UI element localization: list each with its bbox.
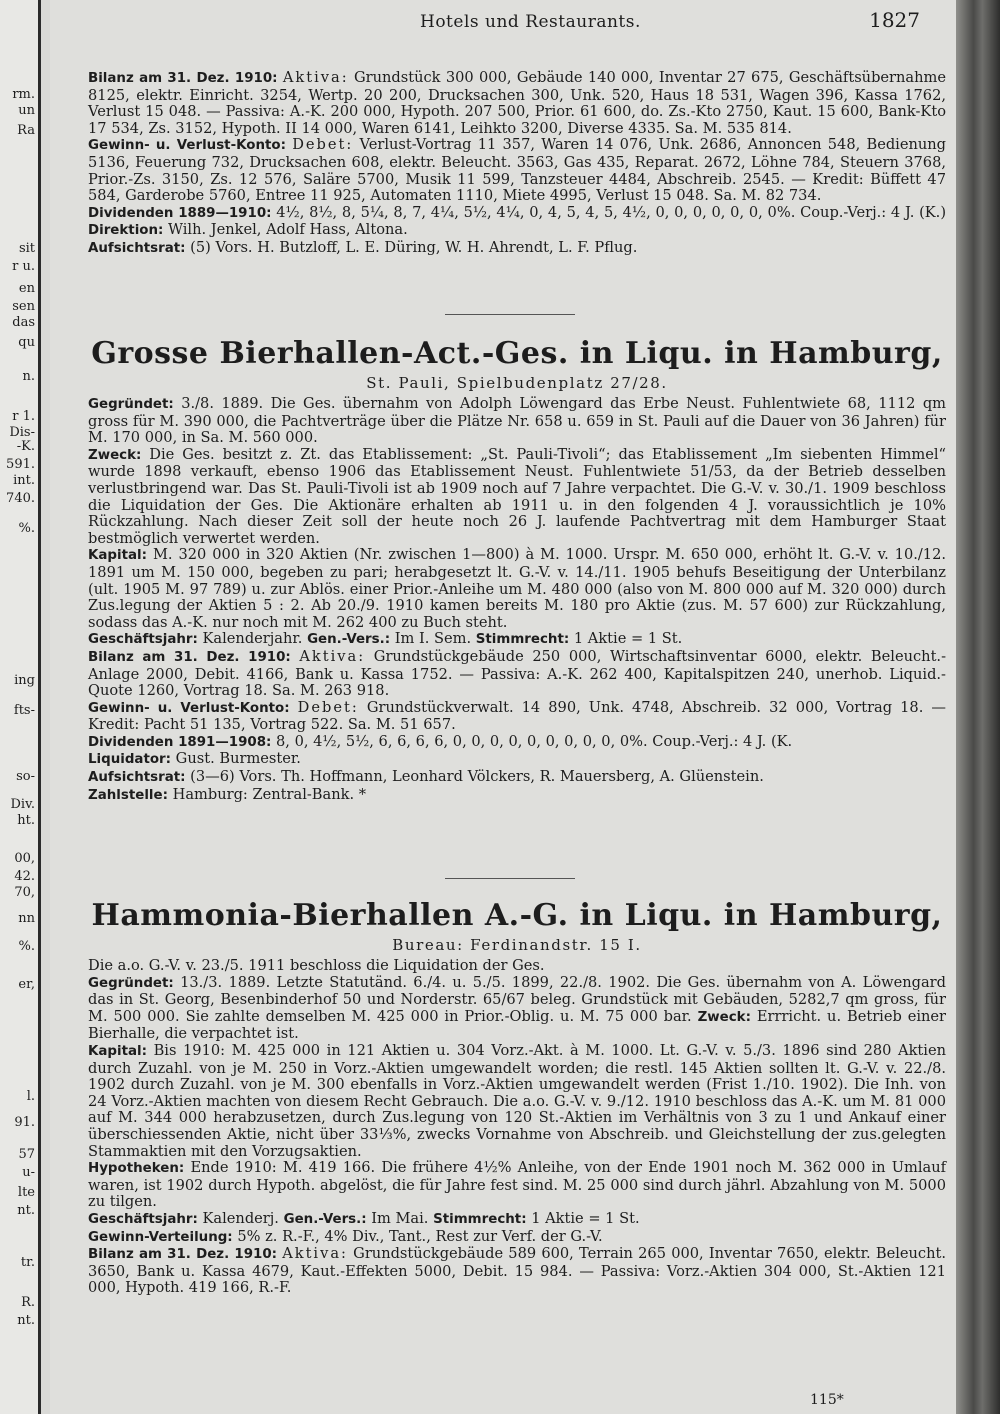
geschaeftsjahr-paragraph: Geschäftsjahr: Kalenderjahr. Gen.-Vers.: Im I. Sem. Stimmrecht: 1 Aktie = 1 St. [88,630,683,648]
geschaeftsjahr-paragraph: Geschäftsjahr: Kalenderj. Gen.-Vers.: Im Mai. Stimmrecht: 1 Aktie = 1 St. [88,1209,640,1227]
liquidator-paragraph: Liquidator: Gust. Burmester. [88,750,301,768]
margin-fragment: ht. [17,813,35,828]
gegruendet-paragraph: Gegründet: 3./8. 1889. Die Ges. übernahm von Adolph Löwengard das Erbe Neust. Fuhlentwiete 68, 1112 qm gross für M. 390 000, die Pachtverträge über die Plätze Nr. 658 u. 659 in St. Pauli auf die Dauer von 36 Jahren) für M. 170 000, in Sa. M. 560 000. [88,395,947,447]
margin-fragment: %. [18,521,35,536]
dividenden-paragraph: Dividenden 1891—1908: 8, 0, 4½, 5½, 6, 6, 6, 6, 0, 0, 0, 0, 0, 0, 0, 0, 0, 0%. Coup.-Verj.: 4 J. (K. [88,732,793,750]
intro-paragraph: Die a.o. G.-V. v. 23./5. 1911 beschloss die Liquidation der Ges. [88,957,545,974]
margin-fragment: fts- [13,703,35,718]
margin-fragment: sen [12,299,35,314]
kapital-paragraph: Kapital: Bis 1910: M. 425 000 in 121 Aktien u. 304 Vorz.-Akt. à M. 1000. Lt. G.-V. v. 5./3. 1896 sind 280 Aktien durch Zuzahl. von je M. 250 in Vorz.-Aktien umgewandelt worden; die restl. 145 Aktien sollten lt. G.-V. v. 22./8. 1902 durch Zuzahl. von je M. 300 ebenfalls in Vorz.-Aktien umgewandelt werden (Frist 1./10. 1902). Die Inh. von 24 Vorz.-Aktien machten von diesem Recht Gebrauch. Die a.o. G.-V. v. 9./12. 1910 beschloss das A.-K. um M. 81 000 auf M. 344 000 herabzusetzen, durch Zus.legung von 120 St.-Aktien im Verhältnis von 3 zu 1 und Ankauf einer überschiessenden Aktie, nicht über 33⅓%, zwecks Vornahme von Abschreib. und Gleichstellung der zus.gelegten Stammaktien mit den Vorzugsaktien. [88,1041,946,1160]
zahlstelle-paragraph: Zahlstelle: Hamburg: Zentral-Bank. * [88,785,367,803]
bilanz-paragraph: Bilanz am 31. Dez. 1910: Aktiva: Grundstückgebäude 250 000, Wirtschaftsinventar 6000, elektr. Beleucht.-Anlage 2000, Debit. 4166, Bank u. Kassa 1752. — Passiva: A.-K. 262 400, Kapitalspitzen 240, unerhob. Liquid.-Quote 1260, Vortrag 18. Sa. M. 263 918. [88,647,947,700]
hypotheken-paragraph: Hypotheken: Ende 1910: M. 419 166. Die frühere 4½% Anleihe, von der Ende 1901 noch M. 362 000 in Umlauf waren, ist 1902 durch Hypoth. abgelöst, die für Jahre fest sind. M. 25 000 sind durch jährl. Abzahlung von M. 5000 zu tilgen. [88,1159,946,1211]
margin-fragment: %. [18,939,35,954]
margin-fragment: Dis- [9,425,35,440]
margin-fragment: 91. [14,1115,35,1130]
margin-fragment: R. [21,1295,35,1310]
margin-fragment: tr. [20,1255,35,1270]
running-title: Hotels und Restaurants. [420,12,641,32]
margin-fragment: Ra [17,123,35,138]
aufsichtsrat-paragraph: Aufsichtsrat: (3—6) Vors. Th. Hoffmann, Leonhard Völckers, R. Mauersberg, A. Glüenstein. [88,768,764,786]
zweck-paragraph: Zweck: Die Ges. besitzt z. Zt. das Etablissement: „St. Pauli-Tivoli“; das Etablissement „Im siebenten Himmel“ wurde 1898 verkauft, ebenso 1906 das Etablissement Neust. Fuhlentwiete 51/53, da der Betrieb desselben verlustbringend war. Das St. Pauli-Tivoli ist ab 1909 noch auf 7 Jahre verpachtet. Die G.-V. v. 30./1. 1909 beschloss die Liquidation der Ges. Die Aktionäre erhalten ab 1911 u. in den folgenden 4 J. voraussichtlich je 10% Rückzahlung. Nach dieser Zeit soll der heute noch 26 J. laufende Pachtvertrag mit dem Hamburger Staat bestmöglich verwertet werden. [88,445,946,547]
margin-fragment: -K. [16,439,35,454]
margin-fragment: 740. [6,491,35,506]
margin-fragment: 591. [6,457,35,472]
gegruendet-paragraph: Gegründet: 13./3. 1889. Letzte Statutänd. 6./4. u. 5./5. 1899, 22./8. 1902. Die Ges. übernahm von A. Löwengard das in St. Georg, Besenbinderhof 50 und Norderstr. 65/67 beleg. Grundstück mit Gebäuden, 5282,7 qm gross, für M. 500 000. Sie zahlte demselben M. 425 000 in Prior.-Oblig. u. M. 75 000 bar. Zweck: Errricht. u. Betrieb einer Bierhalle, die verpachtet ist. [88,973,947,1043]
margin-fragment: l. [26,1089,35,1104]
bilanz-paragraph: Bilanz am 31. Dez. 1910: Aktiva: Grundstück 300 000, Gebäude 140 000, Inventar 27 675, Geschäftsübernahme 8125, elektr. Einricht. 3254, Wertp. 20 200, Drucksachen 300, Unk. 520, Haus 18 531, Wagen 396, Kassa 1762, Verlust 15 048. — Passiva: A.-K. 200 000, Hypoth. 207 500, Prior. 61 600, do. Zs.-Kto 2750, Kaut. 15 600, Bank-Kto 17 534, Zs. 3152, Hypoth. II 14 000, Waren 6141, Leihkto 3200, Diverse 4335. Sa. M. 535 814. [88,69,947,137]
section-divider [445,314,575,315]
margin-fragment: nt. [17,1313,35,1328]
margin-fragment: qu [18,335,35,350]
margin-fragment: 70, [14,885,35,900]
margin-fragment: r 1. [12,409,35,424]
margin-fragment: ing [14,673,35,688]
dividenden-paragraph: Dividenden 1889—1910: 4½, 8½, 8, 5¼, 8, 7, 4¼, 5½, 4¼, 0, 4, 5, 4, 5, 4½, 0, 0, 0, 0, 0, 0, 0%. Coup.-Verj.: 4 J. (K.) Direktion: Wilh. Jenkel, Adolf Hass, Altona. [88,203,947,239]
margin-fragment: Div. [10,797,35,812]
margin-fragment: lte [17,1185,35,1200]
signature-mark: 115* [810,1392,844,1408]
margin-fragment: un [18,103,35,118]
book-spine-edge [956,0,1000,1414]
guv-paragraph: Gewinn- u. Verlust-Konto: Debet: Grundstückverwalt. 14 890, Unk. 4748, Abschreib. 32 000, Vortrag 18. — Kredit: Pacht 51 135, Vortrag 522. Sa. M. 51 657. [88,698,946,734]
page-number: 1827 [869,8,920,32]
guv-paragraph: Gewinn- u. Verlust-Konto: Debet: Verlust-Vortrag 11 357, Waren 14 076, Unk. 2686, Annoncen 548, Bedienung 5136, Feuerung 732, Drucksachen 608, elektr. Beleucht. 3563, Gas 435, Reparat. 2672, Löhne 784, Steuern 3768, Prior.-Zs. 3150, Zs. 12 576, Saläre 5700, Musik 11 599, Tanzsteuer 4484, Abschreib. 2545. — Kredit: Büffett 47 584, Garderobe 5760, Entree 11 925, Automaten 1110, Miete 4995, Verlust 15 048. Sa. M. 82 734. [88,136,947,205]
margin-fragment: so- [16,769,35,784]
company-address: St. Pauli, Spielbudenplatz 27/28. [366,374,668,392]
page-header [120,8,920,34]
gewinnverteilung-paragraph: Gewinn-Verteilung: 5% z. R.-F., 4% Div., Tant., Rest zur Verf. der G.-V. [88,1227,603,1245]
margin-fragment: rm. [12,87,35,102]
margin-fragment: r u. [12,259,35,274]
left-margin-strip [0,0,41,1414]
margin-fragment: nn [18,911,35,926]
document-page [50,0,956,1414]
margin-fragment: er, [18,977,35,992]
margin-fragment: 42. [14,869,35,884]
company-title: Grosse Bierhallen-Act.-Ges. in Liqu. in Hamburg, [91,336,943,371]
margin-fragment: 57 [18,1147,35,1162]
company-title: Hammonia-Bierhallen A.-G. in Liqu. in Hamburg, [91,898,943,933]
margin-fragment: das [12,315,35,330]
margin-fragment: int. [13,473,35,488]
previous-company-continuation [88,70,946,258]
kapital-paragraph: Kapital: M. 320 000 in 320 Aktien (Nr. zwischen 1—800) à M. 1000. Urspr. M. 650 000, erhöht lt. G.-V. v. 10./12. 1891 um M. 150 000, begeben zu pari; herabgesetzt lt. G.-V. v. 14./11. 1905 behufs Beseitigung der Unterbilanz (ult. 1905 M. 97 789) u. zur Ablös. einer Prior.-Anleihe um M. 480 000 (also von M. 800 000 auf M. 320 000) durch Zus.legung der Aktien 5 : 2. Ab 20./9. 1910 kamen bereits M. 180 pro Aktie (zus. M. 57 600) zur Rückzahlung, sodass das A.-K. nur noch mit M. 262 400 zu Buch steht. [88,546,947,631]
margin-fragment: 00, [14,851,35,866]
section-divider [445,878,575,879]
bilanz-paragraph: Bilanz am 31. Dez. 1910: Aktiva: Grundstückgebäude 589 600, Terrain 265 000, Inventar 7650, elektr. Beleucht. 3650, Bank u. Kassa 4679, Kaut.-Effekten 5000, Debit. 15 984. — Passiva: Vorz.-Aktien 304 000, St.-Aktien 121 000, Hypoth. 419 166, R.-F. [88,1245,946,1297]
margin-fragment: n. [22,369,35,384]
margin-fragment: en [18,281,35,296]
aufsichtsrat-paragraph: Aufsichtsrat: (5) Vors. H. Butzloff, L. E. Düring, W. H. Ahrendt, L. F. Pflug. [88,238,638,256]
margin-fragment: sit [18,241,35,256]
margin-fragment: u- [22,1165,35,1180]
company-address: Bureau: Ferdinandstr. 15 I. [392,936,642,954]
margin-fragment: nt. [17,1203,35,1218]
